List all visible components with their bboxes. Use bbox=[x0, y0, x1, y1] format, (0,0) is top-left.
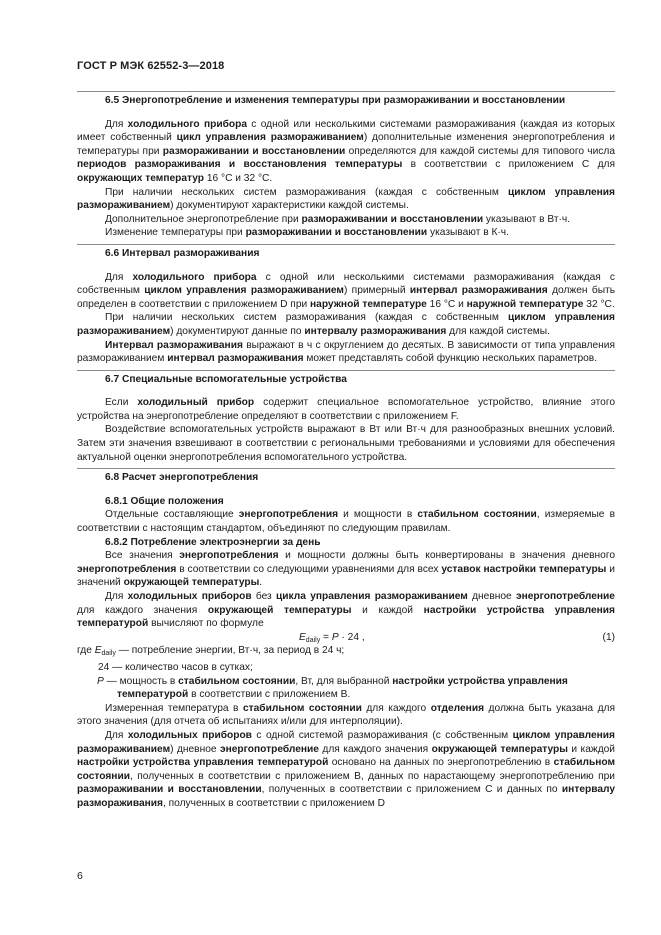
text-run: При наличии нескольких систем размораживания (каждая с собственным bbox=[105, 186, 508, 198]
section-6-6-heading: 6.6 Интервал размораживания bbox=[105, 247, 260, 259]
text-run: , измеряемые в соответствии с настоящим стандартом, объединяют по следующим правилам. bbox=[77, 509, 615, 535]
text-run: Для bbox=[105, 271, 133, 283]
bold-term: окружающей температуры bbox=[123, 577, 260, 589]
text-run: , полученных в соответствии с приложением D bbox=[162, 797, 385, 809]
text-run: Для bbox=[105, 118, 128, 130]
formula-symbol-e: E bbox=[299, 631, 306, 643]
where-definition: — потребление энергии, Вт·ч, за период в 24 ч; bbox=[115, 645, 345, 657]
bold-term: наружной температуре bbox=[310, 298, 427, 310]
bold-term: окружающих температур bbox=[77, 172, 205, 184]
text-run: Измеренная температура в bbox=[105, 702, 243, 714]
text-run: ) документируют характеристики каждой системы. bbox=[170, 200, 409, 212]
text-run: с одной или несколькими системами размораживания (каждая из которых имеет собственный bbox=[77, 118, 615, 144]
paragraph bbox=[77, 213, 615, 227]
bold-term: интервал размораживания bbox=[167, 353, 304, 365]
section-6-8-heading: 6.8 Расчет энергопотребления bbox=[105, 472, 259, 484]
bold-term: циклом управления размораживанием bbox=[77, 312, 615, 337]
formula-equals: = bbox=[320, 631, 332, 643]
text-run: с одной системой размораживания (с собственным bbox=[251, 729, 513, 741]
text-run: для каждого значения bbox=[77, 604, 208, 616]
text-run: в соответствии с приложением В. bbox=[188, 689, 351, 701]
bold-term: стабильном состоянии bbox=[178, 675, 296, 687]
section-6-7-heading: 6.7 Специальные вспомогательные устройства bbox=[105, 373, 347, 385]
text-run: и мощности в bbox=[338, 509, 418, 521]
text-run: P bbox=[97, 675, 104, 687]
bold-term: энергопотребления bbox=[179, 550, 279, 562]
bold-term: энергопотребление bbox=[515, 591, 615, 602]
bold-term: энергопотребление bbox=[219, 743, 319, 755]
paragraph bbox=[77, 311, 615, 338]
formula-number: (1) bbox=[602, 631, 615, 643]
text-run: Дополнительное энергопотребление при bbox=[105, 213, 302, 225]
text-run: 32 °С. bbox=[583, 298, 615, 310]
text-run: выражают в ч с округлением до десятых. В зависимости от типа управления размораживанием bbox=[77, 339, 615, 365]
text-run: ) дневное bbox=[170, 743, 220, 755]
bold-term: настройки устройства управления температурой bbox=[77, 604, 615, 630]
text-run: Для bbox=[105, 729, 128, 741]
subsection-6-8-2-heading: 6.8.2 Потребление электроэнергии за день bbox=[105, 536, 321, 548]
text-run: и значений bbox=[77, 563, 615, 589]
bold-term: цикла управления размораживанием bbox=[276, 591, 468, 602]
bold-term: размораживании и восстановлении bbox=[301, 213, 484, 225]
bold-term: холодильный прибор bbox=[137, 397, 255, 409]
text-run: указывают в Вт·ч. bbox=[483, 213, 571, 225]
where-line-hours: 24 — количество часов в сутках; bbox=[98, 661, 253, 673]
paragraph bbox=[77, 549, 615, 590]
text-run: без bbox=[251, 591, 277, 602]
paragraph bbox=[77, 508, 615, 535]
text-run: При наличии нескольких систем размораживания (каждая с собственным bbox=[105, 312, 508, 324]
subsection-6-8-1-heading: 6.8.1 Общие положения bbox=[105, 495, 224, 507]
where-symbol-e: E bbox=[94, 645, 102, 657]
text-run: для каждой системы. bbox=[446, 325, 550, 337]
bold-term: размораживании и восстановлении bbox=[77, 784, 262, 796]
bold-term: наружной температуре bbox=[466, 298, 584, 310]
bold-term: стабильном состоянии bbox=[242, 702, 362, 714]
bold-term: размораживании и восстановлении bbox=[162, 145, 346, 157]
text-run: в соответствии с приложением С для bbox=[402, 159, 615, 171]
bold-term: стабильном состоянии bbox=[417, 509, 537, 521]
formula-expression bbox=[299, 631, 365, 648]
paragraph bbox=[77, 339, 615, 366]
paragraph bbox=[77, 702, 615, 729]
bold-term: цикл управления размораживанием bbox=[176, 132, 364, 144]
page-number: 6 bbox=[77, 870, 83, 882]
text-run: Все значения bbox=[105, 550, 180, 562]
formula-subscript: daily bbox=[305, 636, 321, 644]
paragraph bbox=[77, 423, 615, 464]
bold-term: энергопотребления bbox=[77, 563, 177, 575]
bold-term: отделения bbox=[430, 702, 485, 714]
bold-term: холодильного прибора bbox=[132, 271, 257, 283]
text-run: и мощности должны быть конвертированы в значения дневного bbox=[278, 550, 615, 562]
text-run: Если bbox=[105, 397, 138, 409]
text-run: ) документируют данные по bbox=[170, 325, 305, 337]
text-run: должен быть определен в соответствии с приложением D при bbox=[77, 285, 616, 310]
text-run: — мощность в bbox=[103, 675, 179, 687]
text-run: Отдельные составляющие bbox=[105, 509, 239, 521]
paragraph bbox=[77, 729, 615, 811]
bold-term: циклом управления размораживанием bbox=[144, 285, 344, 297]
paragraph bbox=[77, 118, 615, 186]
bold-term: окружающей температуры bbox=[207, 604, 352, 616]
text-run: Изменение температуры при bbox=[105, 227, 246, 239]
text-run: и каждой bbox=[567, 743, 615, 755]
paragraph bbox=[77, 590, 615, 631]
paragraph bbox=[77, 186, 615, 213]
where-subscript: daily bbox=[101, 650, 116, 658]
text-run: может представлять собой функцию нескольких параметров. bbox=[303, 353, 598, 365]
document-header: ГОСТ Р МЭК 62552-3—2018 bbox=[77, 60, 225, 72]
bold-term: циклом управления размораживанием bbox=[77, 186, 615, 212]
text-run: 16 °С и 32 °С. bbox=[204, 172, 273, 184]
bold-term: Интервал размораживания bbox=[105, 339, 243, 351]
formula-symbol-p: P bbox=[331, 631, 339, 643]
bold-term: холодильного прибора bbox=[127, 118, 247, 130]
text-run: указывают в К·ч. bbox=[427, 227, 509, 239]
paragraph bbox=[77, 271, 615, 312]
text-run: ) примерный bbox=[343, 285, 410, 297]
text-run: для каждого bbox=[361, 702, 431, 714]
bold-term: уставок настройки температуры bbox=[441, 563, 607, 575]
bold-term: интервалу размораживания bbox=[77, 784, 616, 809]
paragraph bbox=[77, 396, 615, 423]
document-body bbox=[77, 91, 615, 811]
text-run: основано на данных по энергопотреблению в bbox=[328, 757, 554, 769]
section-6-5-heading: 6.5 Энергопотребление и изменения температуры при размораживании и восстановлении bbox=[105, 95, 566, 106]
bold-term: циклом управления размораживанием bbox=[77, 729, 615, 755]
text-run: в соответствии со следующими уравнениями для всех bbox=[176, 563, 442, 575]
bold-term: холодильных приборов bbox=[127, 591, 252, 602]
bold-term: настройки устройства управления температурой bbox=[77, 757, 329, 769]
text-run: с одной или несколькими системами размораживания (каждая с собственным bbox=[77, 271, 615, 297]
bold-term: холодильных приборов bbox=[127, 729, 252, 741]
where-line-power bbox=[77, 675, 615, 702]
formula-tail: · 24 , bbox=[338, 631, 365, 643]
formula-1 bbox=[77, 631, 615, 645]
bold-term: интервалу размораживания bbox=[304, 325, 447, 337]
bold-term: окружающей температуры bbox=[431, 743, 568, 755]
text-run: и каждой bbox=[351, 604, 424, 616]
bold-term: настройки устройства управления температурой bbox=[117, 675, 568, 701]
text-run: . bbox=[259, 577, 263, 589]
paragraph bbox=[77, 226, 615, 240]
bold-term: энергопотребления bbox=[238, 509, 339, 521]
text-run: Воздействие вспомогательных устройств выражают в Вт или Вт·ч для разнообразных внешних условий. Затем эти значения взвешивают в соответствии с региональными требованиями и условиями для обеспечения актуальной оценки энергопотребления вспомогательного устройства. bbox=[77, 424, 615, 463]
bold-term: стабильном состоянии bbox=[77, 757, 615, 782]
bold-term: периодов размораживания и восстановления температуры bbox=[77, 159, 403, 171]
bold-term: размораживании и восстановлении bbox=[245, 227, 428, 239]
text-run: , Вт, для выбранной bbox=[295, 675, 393, 687]
text-run: 16 °С и bbox=[426, 298, 467, 310]
text-run: ) дополнительные изменения энергопотребления и температуры при bbox=[77, 132, 615, 157]
text-run: должна быть указана для этого значения (для отчета об испытаниях и/или для интерполяции). bbox=[77, 702, 616, 728]
where-prefix: где bbox=[77, 645, 95, 657]
text-run: , полученных в соответствии с приложением С и данных по bbox=[261, 784, 562, 796]
text-run: для каждого значения bbox=[318, 743, 432, 755]
text-run: содержит специальное вспомогательное устройство, влияние этого устройства на энергопотребление определяют в соответствии с приложением F. bbox=[77, 397, 615, 422]
text-run: Для bbox=[105, 591, 128, 602]
text-run: дневное bbox=[467, 591, 516, 602]
text-run: определяются для каждой системы для типового числа bbox=[345, 145, 616, 157]
text-run: вычисляют по формуле bbox=[148, 618, 264, 630]
text-run: , полученных в соответствии с приложением В, данных по нарастающему энергопотреблению при bbox=[130, 770, 615, 782]
bold-term: интервал размораживания bbox=[409, 285, 548, 297]
